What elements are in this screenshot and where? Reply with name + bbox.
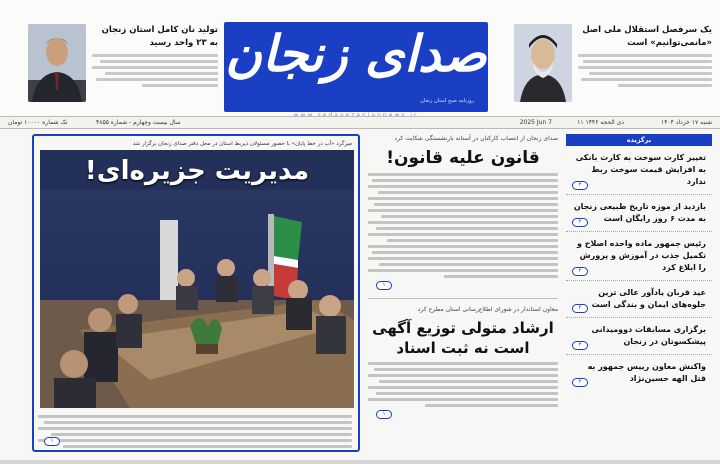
- sidebar-item-title: برگزاری مسابقات دوومیدانی پیشکسوتان در زنجان: [591, 325, 706, 346]
- page-number-badge: ۲: [572, 267, 588, 276]
- middle-column: [368, 134, 558, 464]
- featured-sidebar: [566, 134, 712, 464]
- roundtable-photo: [40, 150, 354, 408]
- sidebar-item-title: واکنش معاون رییس جمهور به قتل الهه حسین‌نژاد: [587, 362, 706, 383]
- masthead-right-headline: یک سرفصل استقلال ملی اصل «مانمی‌توانیم» است: [582, 25, 712, 48]
- story-body: [368, 173, 558, 278]
- masthead-right-story[interactable]: [514, 24, 712, 110]
- sidebar-item-education-law[interactable]: [566, 232, 712, 281]
- sidebar-item-title: رئیس جمهور ماده واحده اصلاح و تکمیل جذب در آموزش و پرورش را ابلاغ کرد: [576, 239, 706, 272]
- sidebar-item-athletics[interactable]: [566, 318, 712, 355]
- masthead-left-blurb: [92, 54, 218, 87]
- issue-info-bar: [0, 116, 720, 129]
- story-headline: قانون علیه قانون!: [386, 148, 540, 168]
- column-divider: [368, 298, 558, 299]
- logo-text: صدای زنجان: [225, 24, 487, 83]
- story-headline: ارشاد متولی توزیع آگهی است نه ثبت اسناد: [372, 319, 554, 357]
- sidebar-item-eid[interactable]: [566, 281, 712, 318]
- story-law-against-law[interactable]: [368, 134, 558, 290]
- newspaper-logo[interactable]: [224, 22, 488, 112]
- masthead: [0, 0, 720, 126]
- sidebar-item-vp-reaction[interactable]: [566, 355, 712, 391]
- story-kicker: صدای زنجان از انتصاب کارکنان در آستانه بازنشستگی شکایت کرد: [394, 135, 558, 142]
- bottom-rule: [0, 460, 720, 464]
- date-hijri: ۱۱ ذی الحجه ۱۴۴۶: [577, 119, 624, 126]
- date-gregorian: 2025 Jun 7: [519, 119, 552, 126]
- page-number-badge: ۲: [572, 304, 588, 313]
- lead-photo-story[interactable]: [32, 134, 360, 452]
- sidebar-item-title: بازدید از موزه تاریخ طبیعی زنجان به مدت ۶ روز رایگان است: [573, 202, 706, 223]
- masthead-right-blurb: [578, 54, 712, 87]
- sidebar-item-title: عید قربان یادآور عالی ترین جلوه‌های ایمان و بندگی است: [591, 288, 706, 309]
- date-persian: شنبه ۱۷ خرداد ۱۴۰۴: [661, 119, 712, 126]
- story-advertising-authority[interactable]: [368, 305, 558, 419]
- story-kicker: معاون استاندار در شورای اطلاع‌رسانی استان مطرح کرد: [417, 306, 558, 313]
- masthead-left-headline: تولید نان کامل استان زنجان به ۲۳ واحد رسید: [101, 25, 218, 48]
- photo-story-body: [38, 412, 352, 451]
- official-portrait: [28, 24, 86, 102]
- story-body: [368, 362, 558, 407]
- featured-tab[interactable]: برگزیده: [566, 134, 712, 146]
- issue-price: تک شماره ۱۰۰۰۰ تومان: [8, 119, 68, 126]
- page-number-badge: ۱: [376, 281, 392, 290]
- page-number-badge: ۲: [572, 378, 588, 387]
- photo-caption: میزگرد «آب در خط پایان» با حضور مسئولان ذیربط استان در محل دفتر صدای زنجان برگزار شد: [132, 141, 352, 147]
- leader-portrait: [514, 24, 572, 102]
- issue-number: سال بیست وچهارم - شماره ۴۸۵۵: [96, 119, 181, 126]
- page-number-badge: ۲: [572, 218, 588, 227]
- sidebar-item-title: تغییر کارت سوخت به کارت بانکی به افزایش قیمت سوخت ربط ندارد: [575, 153, 706, 186]
- logo-tagline: روزنامه صبح استان زنجان: [420, 98, 474, 104]
- masthead-left-story[interactable]: [28, 24, 218, 110]
- page-number-badge: ۱: [376, 410, 392, 419]
- page-number-badge: ۲: [572, 341, 588, 350]
- page-number-badge: ۲: [572, 181, 588, 190]
- photo-headline: مدیریت جزیره‌ای!: [84, 156, 310, 186]
- sidebar-item-fuel-card[interactable]: [566, 146, 712, 195]
- page-number-badge: ۱: [44, 437, 60, 446]
- sidebar-item-museum[interactable]: [566, 195, 712, 232]
